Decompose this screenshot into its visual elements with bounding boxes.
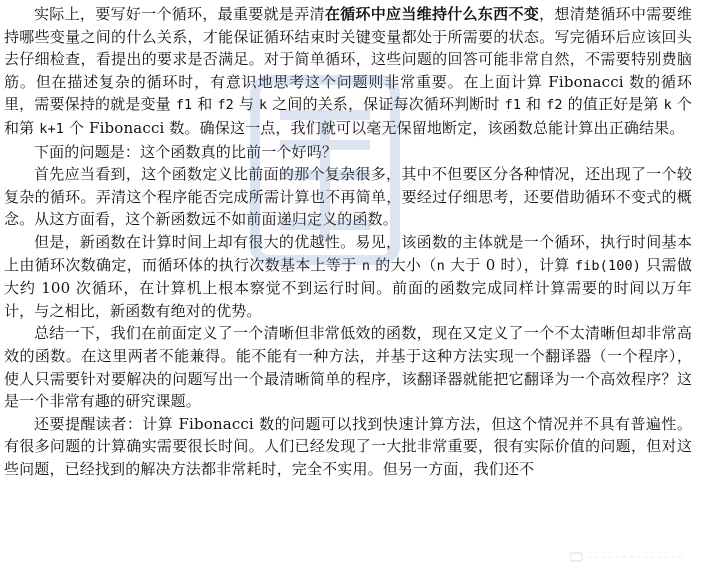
text-segment: 但是，新函数在计算时间上却有很大的优越性。易见，该函数的主体就是一个循环，执行时间基本上由循环次数确定，而循环体的执行次数基本上等于 xyxy=(4,232,692,274)
text-segment: 大于 0 时），计算 xyxy=(444,255,575,274)
text-segment: 的大小（ xyxy=(370,255,437,274)
inline-code: fib(100) xyxy=(574,257,642,274)
inline-code: n xyxy=(436,257,445,274)
inline-code: n xyxy=(361,257,371,274)
text-segment: 和 xyxy=(192,95,218,114)
text-segment: 还要提醒读者：计算 Fibonacci 数的问题可以找到快速计算方法，但这个情况并不具有普遍性。有很多问题的计算确实需要很长时间。人们已经发现了一大批非常重要，很有实际价值的问题，但对这些问题，已经找到的解决方法都非常耗时，完全不实用。但另一方面，我们还不 xyxy=(4,414,692,478)
text-segment: 个和第 xyxy=(4,95,692,137)
paragraph xyxy=(4,231,692,322)
inline-code: f2 xyxy=(217,97,234,114)
paragraph xyxy=(4,163,692,231)
text-segment: 之间的关系，保证每次循环判断时 xyxy=(267,95,505,114)
paragraph xyxy=(4,3,692,141)
paragraph xyxy=(4,141,692,164)
inline-code: k+1 xyxy=(39,120,65,137)
text-segment: 个 Fibonacci 数。确保这一点，我们就可以毫无保留地断定，该函数总能计算出正确结果。 xyxy=(64,118,685,137)
text-segment: 只需做大约 100 次循环，在计算机上根本察觉不到运行时间。前面的函数完成同样计算需要的时间以万年计，与之相比，新函数有绝对的优势。 xyxy=(4,255,692,320)
emphasized-text: 在循环中应当维持什么东西不变 xyxy=(324,5,540,23)
text-segment: 总结一下，我们在前面定义了一个清晰但非常低效的函数，现在又定义了一个不太清晰但却非常高效的函数。在这里两者不能兼得。能不能有一种方法，并基于这种方法实现一个翻译器（一个程序），使人只需要针对要解决的问题写出一个最清晰简单的程序，该翻译器就能把它翻译为一个高效程序？这是一个非常有趣的研究课题。 xyxy=(4,324,692,411)
inline-code: k xyxy=(663,97,672,114)
paragraph xyxy=(4,413,692,481)
text-segment: 下面的问题是：这个函数真的比前一个好吗？ xyxy=(34,142,338,161)
text-segment: 与 xyxy=(233,95,259,114)
inline-code: f2 xyxy=(546,97,563,114)
text-segment: 实际上，要写好一个循环，最重要就是弄清 xyxy=(34,5,325,23)
paragraph xyxy=(4,322,692,412)
inline-code: f1 xyxy=(175,97,193,114)
document-body xyxy=(4,3,692,480)
inline-code: f1 xyxy=(504,97,522,114)
text-segment: 和 xyxy=(521,95,547,114)
text-segment: ，想清楚循环中需要维持哪些变量之间的什么关系，才能保证循环结束时关键变量都处于所需要的状态。写完循环后应该回头去仔细检查，看提出的要求是否满足。对于简单循环，这些问题的回答可能非常自然，不需要特别费脑筋。但在描述复杂的循环时，有意识地思考这个问题则非常重要。在上面计算 Fibonacci 数的循环里，需要保持的就是变量 xyxy=(4,5,692,114)
text-segment: 的值正好是第 xyxy=(562,95,664,114)
inline-code: k xyxy=(258,97,268,114)
text-segment: 首先应当看到，这个函数定义比前面的那个复杂很多，其中不但要区分各种情况，还出现了一个较复杂的循环。弄清这个程序能否完成所需计算也不再简单，要经过仔细思考，还要借助循环不变式的概念。从这方面看，这个新函数远不如前面递归定义的函数。 xyxy=(4,165,692,229)
